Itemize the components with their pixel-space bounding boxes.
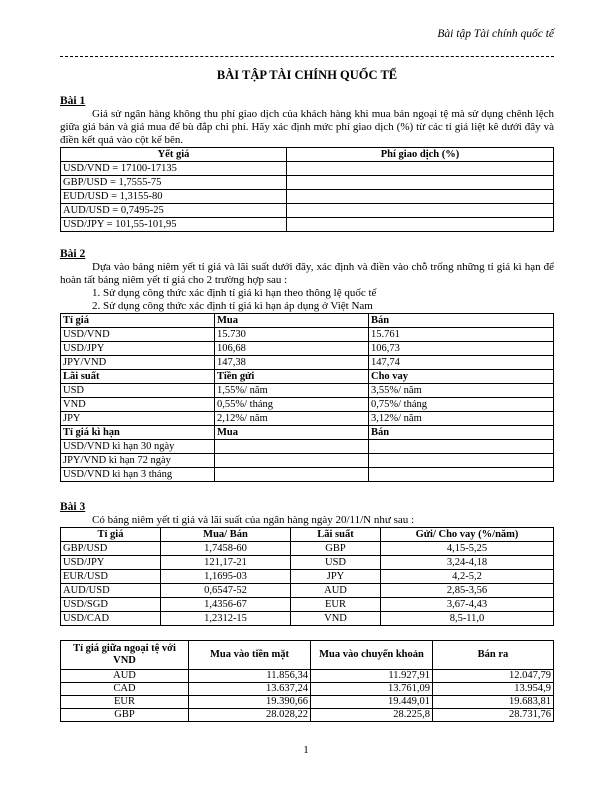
running-header: Bài tập Tài chính quốc tế — [437, 28, 554, 40]
table-cell: 13.954,9 — [433, 683, 554, 696]
table-cell: JPY/VND kì hạn 72 ngày — [61, 454, 215, 468]
fee-table — [60, 147, 554, 232]
table-header: Bán — [369, 314, 554, 328]
section-bai-3 — [60, 500, 554, 722]
vnd-rates-table — [60, 640, 554, 722]
table-cell: AUD — [291, 584, 381, 598]
table-row — [61, 190, 554, 204]
table-cell: 11.927,91 — [311, 670, 433, 683]
table-cell: 0,6547-52 — [161, 584, 291, 598]
rates-table — [60, 313, 554, 482]
table-cell: 1,4356-67 — [161, 598, 291, 612]
table-cell: USD/JPY = 101,55-101,95 — [61, 218, 287, 232]
table-row — [61, 398, 554, 412]
table-cell: 28.731,76 — [433, 709, 554, 722]
table-cell: 1,55%/ năm — [215, 384, 369, 398]
table-cell: 12.047,79 — [433, 670, 554, 683]
section-heading: Bài 1 — [60, 95, 86, 107]
table-cell: 2,12%/ năm — [215, 412, 369, 426]
table-row — [61, 570, 554, 584]
empty-cell — [369, 468, 554, 482]
table-cell: 106,73 — [369, 342, 554, 356]
table-cell: 147,74 — [369, 356, 554, 370]
table-cell: 11.856,34 — [189, 670, 311, 683]
list-item: 2. Sử dụng công thức xác định tỉ giá kì hạn áp dụng ở Việt Nam — [92, 300, 373, 312]
table-header: Cho vay — [369, 370, 554, 384]
table-cell: USD/VND = 17100-17135 — [61, 162, 287, 176]
table-cell: USD — [291, 556, 381, 570]
table-header: Lãi suất — [291, 528, 381, 542]
table-header: Mua/ Bán — [161, 528, 291, 542]
table-cell: 4,15-5,25 — [381, 542, 554, 556]
table-row — [61, 542, 554, 556]
table-cell: 13.761,09 — [311, 683, 433, 696]
table-cell: 3,55%/ năm — [369, 384, 554, 398]
table-row — [61, 328, 554, 342]
table-cell: 1,1695-03 — [161, 570, 291, 584]
empty-cell — [369, 454, 554, 468]
table-cell: USD/VND kì hạn 30 ngày — [61, 440, 215, 454]
table-cell: EUR — [291, 598, 381, 612]
table-cell: AUD/USD = 0,7495-25 — [61, 204, 287, 218]
table-cell: USD/VND — [61, 328, 215, 342]
table-cell: EUR/USD — [61, 570, 161, 584]
empty-cell — [287, 176, 554, 190]
table-row — [61, 342, 554, 356]
table-cell: JPY/VND — [61, 356, 215, 370]
table-cell: 3,67-4,43 — [381, 598, 554, 612]
table-cell: 121,17-21 — [161, 556, 291, 570]
table-cell: 28.028,22 — [189, 709, 311, 722]
section-paragraph: Giả sử ngân hàng không thu phí giao dịch của khách hàng khi mua bán ngoại tệ mà sử dụng chênh lệch giữa giá bán và giá mua để bù đắp chi phí. Hãy xác định mức phí giao dịch (%) từ các tỉ giá liệt kê dưới đây và điền kết quả vào cột kế bên. — [60, 108, 554, 146]
table-header: Tỉ giá — [61, 528, 161, 542]
table-cell: 3,24-4,18 — [381, 556, 554, 570]
empty-cell — [215, 440, 369, 454]
table-row — [61, 612, 554, 626]
table-header: Tỉ giá — [61, 314, 215, 328]
table-row — [61, 683, 554, 696]
table-row — [61, 162, 554, 176]
table-cell: 106,68 — [215, 342, 369, 356]
empty-cell — [287, 204, 554, 218]
section-paragraph: Có bảng niêm yết tỉ giá và lãi suất của ngân hàng ngày 20/11/N như sau : — [92, 514, 415, 526]
empty-cell — [215, 454, 369, 468]
table-row — [61, 670, 554, 683]
section-bai-1 — [60, 94, 554, 232]
table-cell: 13.637,24 — [189, 683, 311, 696]
table-cell: AUD/USD — [61, 584, 161, 598]
table-header: Gửi/ Cho vay (%/năm) — [381, 528, 554, 542]
table-row — [61, 709, 554, 722]
table-row — [61, 696, 554, 709]
table-cell: 2,85-3,56 — [381, 584, 554, 598]
header-rule — [60, 56, 554, 57]
table-header: Bán — [369, 426, 554, 440]
table-header: Phí giao dịch (%) — [287, 148, 554, 162]
table-cell: 28.225,8 — [311, 709, 433, 722]
table-cell: 1,7458-60 — [161, 542, 291, 556]
table-row — [61, 218, 554, 232]
table-cell: AUD — [61, 670, 189, 683]
table-row — [61, 598, 554, 612]
empty-cell — [287, 218, 554, 232]
table-row — [61, 356, 554, 370]
table-cell: EUD/USD = 1,3155-80 — [61, 190, 287, 204]
table-cell: EUR — [61, 696, 189, 709]
table-cell: 8,5-11,0 — [381, 612, 554, 626]
table-cell: CAD — [61, 683, 189, 696]
table-row — [61, 454, 554, 468]
table-cell: 15.761 — [369, 328, 554, 342]
table-row — [61, 176, 554, 190]
table-cell: 19.390,66 — [189, 696, 311, 709]
table-row — [61, 204, 554, 218]
table-cell: 19.449,01 — [311, 696, 433, 709]
table-cell: 147,38 — [215, 356, 369, 370]
table-header: Lãi suất — [61, 370, 215, 384]
rates-interest-table — [60, 527, 554, 626]
table-cell: 3,12%/ năm — [369, 412, 554, 426]
table-cell: 0,75%/ tháng — [369, 398, 554, 412]
table-cell: JPY — [61, 412, 215, 426]
empty-cell — [369, 440, 554, 454]
table-cell: USD/JPY — [61, 342, 215, 356]
table-header: Mua — [215, 314, 369, 328]
section-heading: Bài 3 — [60, 501, 86, 513]
page-number: 1 — [303, 744, 309, 756]
table-header: Tỉ giá giữa ngoại tệ với VND — [61, 641, 189, 670]
table-cell: 15.730 — [215, 328, 369, 342]
table-header: Yết giá — [61, 148, 287, 162]
table-cell: USD/SGD — [61, 598, 161, 612]
table-cell: GBP — [61, 709, 189, 722]
table-header: Mua vào chuyển khoản — [311, 641, 433, 670]
empty-cell — [287, 162, 554, 176]
section-heading: Bài 2 — [60, 248, 86, 260]
table-cell: 4,2-5,2 — [381, 570, 554, 584]
list-item: 1. Sử dụng công thức xác định tỉ giá kì hạn theo thông lệ quốc tế — [92, 287, 377, 299]
table-cell: USD — [61, 384, 215, 398]
table-cell: USD/JPY — [61, 556, 161, 570]
table-cell: VND — [291, 612, 381, 626]
table-row — [61, 584, 554, 598]
table-header: Tiền gửi — [215, 370, 369, 384]
table-cell: VND — [61, 398, 215, 412]
table-header: Mua vào tiền mặt — [189, 641, 311, 670]
empty-cell — [287, 190, 554, 204]
table-header: Bán ra — [433, 641, 554, 670]
table-cell: GBP — [291, 542, 381, 556]
section-bai-2 — [60, 247, 554, 482]
table-row — [61, 440, 554, 454]
table-cell: 1,2312-15 — [161, 612, 291, 626]
table-cell: 0,55%/ tháng — [215, 398, 369, 412]
empty-cell — [215, 468, 369, 482]
table-header: Mua — [215, 426, 369, 440]
table-cell: GBP/USD — [61, 542, 161, 556]
table-cell: 19.683,81 — [433, 696, 554, 709]
table-row — [61, 412, 554, 426]
table-cell: USD/VND kì hạn 3 tháng — [61, 468, 215, 482]
table-cell: JPY — [291, 570, 381, 584]
table-row — [61, 468, 554, 482]
table-row — [61, 556, 554, 570]
table-cell: USD/CAD — [61, 612, 161, 626]
section-paragraph: Dựa vào bảng niêm yết tỉ giá và lãi suất dưới đây, xác định và điền vào chỗ trống những tỉ giá kì hạn để hoàn tất bảng niêm yết tỉ giá cho 2 trường hợp sau : — [60, 261, 554, 286]
document-title: BÀI TẬP TÀI CHÍNH QUỐC TẾ — [216, 68, 398, 82]
table-header: Tỉ giá kì hạn — [61, 426, 215, 440]
table-row — [61, 384, 554, 398]
table-cell: GBP/USD = 1,7555-75 — [61, 176, 287, 190]
